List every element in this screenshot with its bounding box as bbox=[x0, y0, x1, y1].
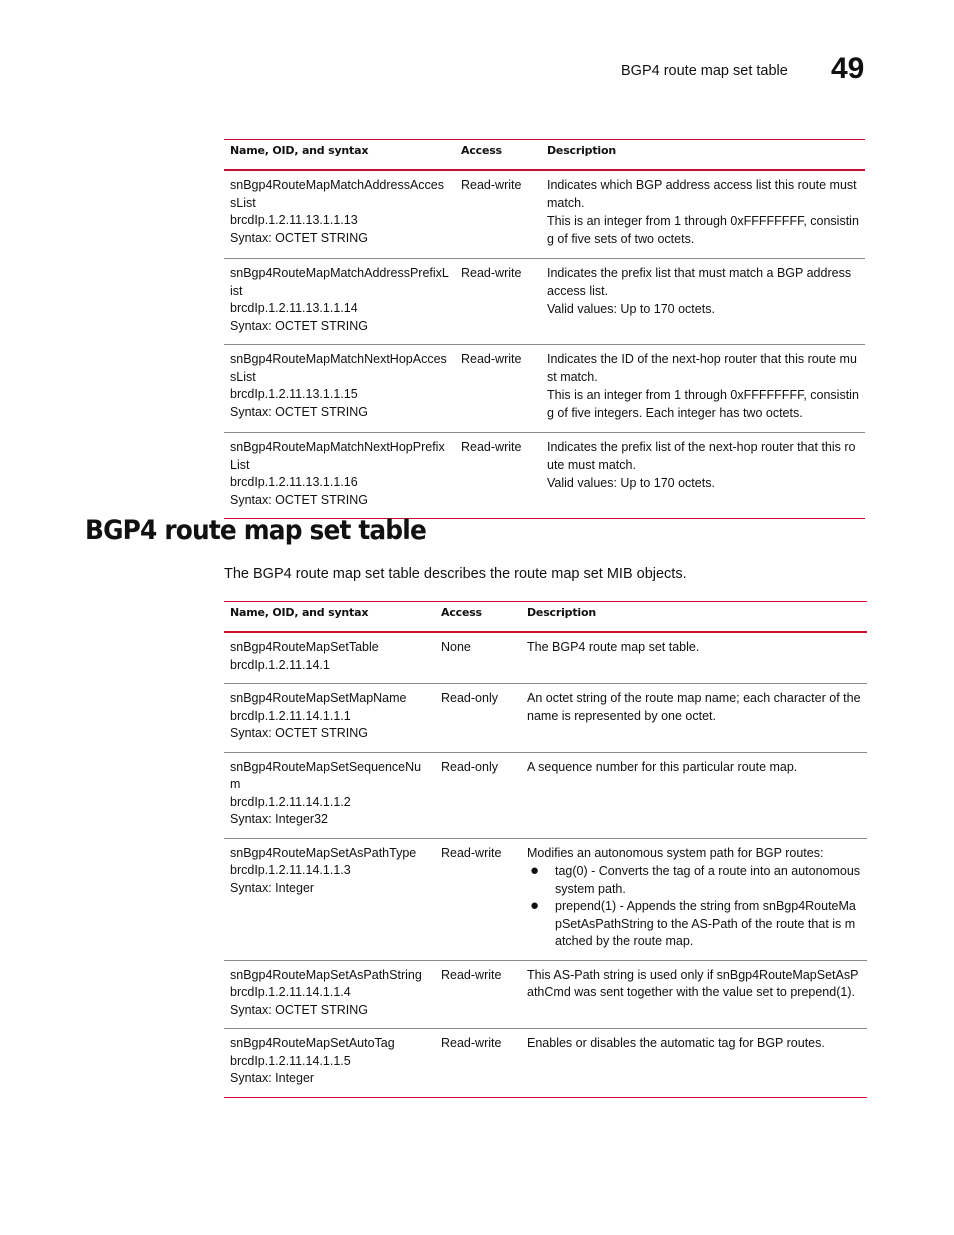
column-header-description: Description bbox=[521, 602, 867, 633]
description-line: Indicates which BGP address access list this route must match. bbox=[547, 178, 857, 210]
table-body bbox=[224, 632, 867, 1097]
name-line: Syntax: OCTET STRING bbox=[230, 404, 368, 419]
column-header-access: Access bbox=[435, 602, 521, 633]
name-line: List bbox=[230, 457, 250, 472]
name-line: brcdIp.1.2.11.14.1 bbox=[230, 657, 330, 672]
name-line: Syntax: Integer bbox=[230, 1071, 315, 1085]
mib-table-route-map-set bbox=[224, 601, 867, 1098]
name-line: sList bbox=[230, 195, 256, 210]
name-line: brcdIp.1.2.11.14.1.1.4 bbox=[230, 985, 351, 999]
name-line: snBgp4RouteMapSetMapName bbox=[230, 691, 407, 705]
description-line: An octet string of the route map name; each character of the name is represented by one octet. bbox=[527, 691, 861, 723]
access-cell: Read-write bbox=[435, 838, 521, 960]
name-oid-syntax-cell bbox=[224, 433, 455, 519]
name-line: brcdIp.1.2.11.14.1.1.5 bbox=[230, 1053, 351, 1068]
name-oid-syntax-cell bbox=[224, 684, 435, 753]
description-cell bbox=[521, 838, 867, 960]
description-line: Valid values: Up to 170 octets. bbox=[547, 476, 715, 490]
name-line: snBgp4RouteMapMatchNextHopAcces bbox=[230, 352, 447, 366]
name-line: brcdIp.1.2.11.13.1.1.15 bbox=[230, 387, 358, 401]
name-line: snBgp4RouteMapSetTable bbox=[230, 640, 379, 654]
description-cell bbox=[541, 259, 865, 345]
name-line: snBgp4RouteMapSetAsPathType bbox=[230, 845, 417, 860]
table-row bbox=[224, 960, 867, 1029]
description-line: Indicates the prefix list of the next-hop router that this route must match. bbox=[547, 440, 856, 472]
name-line: Syntax: OCTET STRING bbox=[230, 1002, 368, 1017]
access-cell: Read-write bbox=[455, 433, 541, 519]
name-oid-syntax-cell bbox=[224, 345, 455, 433]
table-row bbox=[224, 1029, 867, 1098]
table-row bbox=[224, 632, 867, 684]
description-line: Indicates the ID of the next-hop router that this route must match. bbox=[547, 352, 857, 384]
description-line: A sequence number for this particular route map. bbox=[527, 759, 798, 774]
table-row bbox=[224, 752, 867, 838]
table-row bbox=[224, 345, 865, 433]
name-line: Syntax: OCTET STRING bbox=[230, 726, 368, 740]
access-cell: Read-only bbox=[435, 684, 521, 753]
description-cell bbox=[521, 684, 867, 753]
table-body bbox=[224, 170, 865, 519]
name-line: Syntax: Integer bbox=[230, 880, 315, 895]
description-line: Valid values: Up to 170 octets. bbox=[547, 302, 715, 316]
name-line: snBgp4RouteMapSetSequenceNu bbox=[230, 759, 422, 774]
name-oid-syntax-cell bbox=[224, 960, 435, 1029]
column-header-name: Name, OID, and syntax bbox=[224, 140, 455, 171]
access-cell: None bbox=[435, 632, 521, 684]
table-row bbox=[224, 684, 867, 753]
name-line: snBgp4RouteMapSetAsPathString bbox=[230, 967, 422, 982]
table-row bbox=[224, 838, 867, 960]
table-row bbox=[224, 433, 865, 519]
name-line: snBgp4RouteMapMatchNextHopPrefix bbox=[230, 440, 445, 454]
chapter-number: 49 bbox=[831, 52, 865, 85]
name-line: brcdIp.1.2.11.13.1.1.16 bbox=[230, 475, 358, 489]
description-line: Enables or disables the automatic tag for BGP routes. bbox=[527, 1036, 825, 1050]
bullet-icon: ● bbox=[530, 862, 540, 879]
description-cell bbox=[521, 1029, 867, 1098]
access-cell: Read-write bbox=[435, 960, 521, 1029]
table-header-row bbox=[224, 602, 867, 633]
table-row bbox=[224, 259, 865, 345]
name-oid-syntax-cell bbox=[224, 752, 435, 838]
section-title: BGP4 route map set table bbox=[85, 515, 426, 546]
name-line: ist bbox=[230, 283, 243, 298]
access-cell: Read-write bbox=[435, 1029, 521, 1098]
column-header-name: Name, OID, and syntax bbox=[224, 602, 435, 633]
name-line: brcdIp.1.2.11.14.1.1.3 bbox=[230, 863, 351, 877]
table-row bbox=[224, 170, 865, 259]
access-cell: Read-only bbox=[435, 752, 521, 838]
description-cell bbox=[541, 170, 865, 259]
bullet-list bbox=[527, 863, 861, 951]
bullet-item bbox=[527, 863, 861, 898]
table-header-row bbox=[224, 140, 865, 171]
name-line: brcdIp.1.2.11.14.1.1.2 bbox=[230, 794, 351, 809]
description-line: Indicates the prefix list that must match a BGP address access list. bbox=[547, 266, 852, 298]
description-cell bbox=[521, 752, 867, 838]
description-line: This is an integer from 1 through 0xFFFFFFFF, consisting of five integers. Each integer has two octets. bbox=[547, 388, 859, 420]
name-oid-syntax-cell bbox=[224, 259, 455, 345]
name-line: Syntax: OCTET STRING bbox=[230, 492, 368, 507]
name-line: snBgp4RouteMapMatchAddressAcces bbox=[230, 178, 445, 192]
name-oid-syntax-cell bbox=[224, 632, 435, 684]
column-header-access: Access bbox=[455, 140, 541, 171]
description-cell bbox=[541, 345, 865, 433]
column-header-description: Description bbox=[541, 140, 865, 171]
name-line: m bbox=[230, 777, 241, 791]
description-line: This is an integer from 1 through 0xFFFFFFFF, consisting of five sets of two octets. bbox=[547, 214, 859, 246]
bullet-text: tag(0) - Converts the tag of a route into an autonomous system path. bbox=[555, 864, 861, 896]
description-cell bbox=[521, 632, 867, 684]
name-line: brcdIp.1.2.11.14.1.1.1 bbox=[230, 708, 351, 723]
name-line: brcdIp.1.2.11.13.1.1.14 bbox=[230, 301, 358, 315]
bullet-icon: ● bbox=[530, 897, 540, 914]
description-line: This AS-Path string is used only if snBgp4RouteMapSetAsPathCmd was sent together with the value set to prepend(1). bbox=[527, 967, 859, 999]
description-line: Modifies an autonomous system path for BGP routes: bbox=[527, 845, 824, 860]
bullet-text: prepend(1) - Appends the string from snBgp4RouteMapSetAsPathString to the AS-Path of the route that is matched by the route map. bbox=[555, 899, 856, 948]
description-cell bbox=[521, 960, 867, 1029]
bullet-item bbox=[527, 898, 861, 951]
access-cell: Read-write bbox=[455, 345, 541, 433]
access-cell: Read-write bbox=[455, 170, 541, 259]
name-line: Syntax: Integer32 bbox=[230, 812, 328, 826]
description-line: The BGP4 route map set table. bbox=[527, 640, 700, 654]
description-cell bbox=[541, 433, 865, 519]
name-oid-syntax-cell bbox=[224, 1029, 435, 1098]
name-line: brcdIp.1.2.11.13.1.1.13 bbox=[230, 213, 358, 227]
mib-table-route-map-match bbox=[224, 139, 865, 519]
name-line: snBgp4RouteMapSetAutoTag bbox=[230, 1036, 395, 1050]
access-cell: Read-write bbox=[455, 259, 541, 345]
running-head-title: BGP4 route map set table bbox=[621, 63, 788, 79]
name-oid-syntax-cell bbox=[224, 838, 435, 960]
name-oid-syntax-cell bbox=[224, 170, 455, 259]
name-line: Syntax: OCTET STRING bbox=[230, 230, 368, 245]
name-line: Syntax: OCTET STRING bbox=[230, 318, 368, 333]
name-line: sList bbox=[230, 369, 256, 384]
section-intro: The BGP4 route map set table describes the route map set MIB objects. bbox=[224, 566, 687, 582]
name-line: snBgp4RouteMapMatchAddressPrefixL bbox=[230, 266, 449, 280]
